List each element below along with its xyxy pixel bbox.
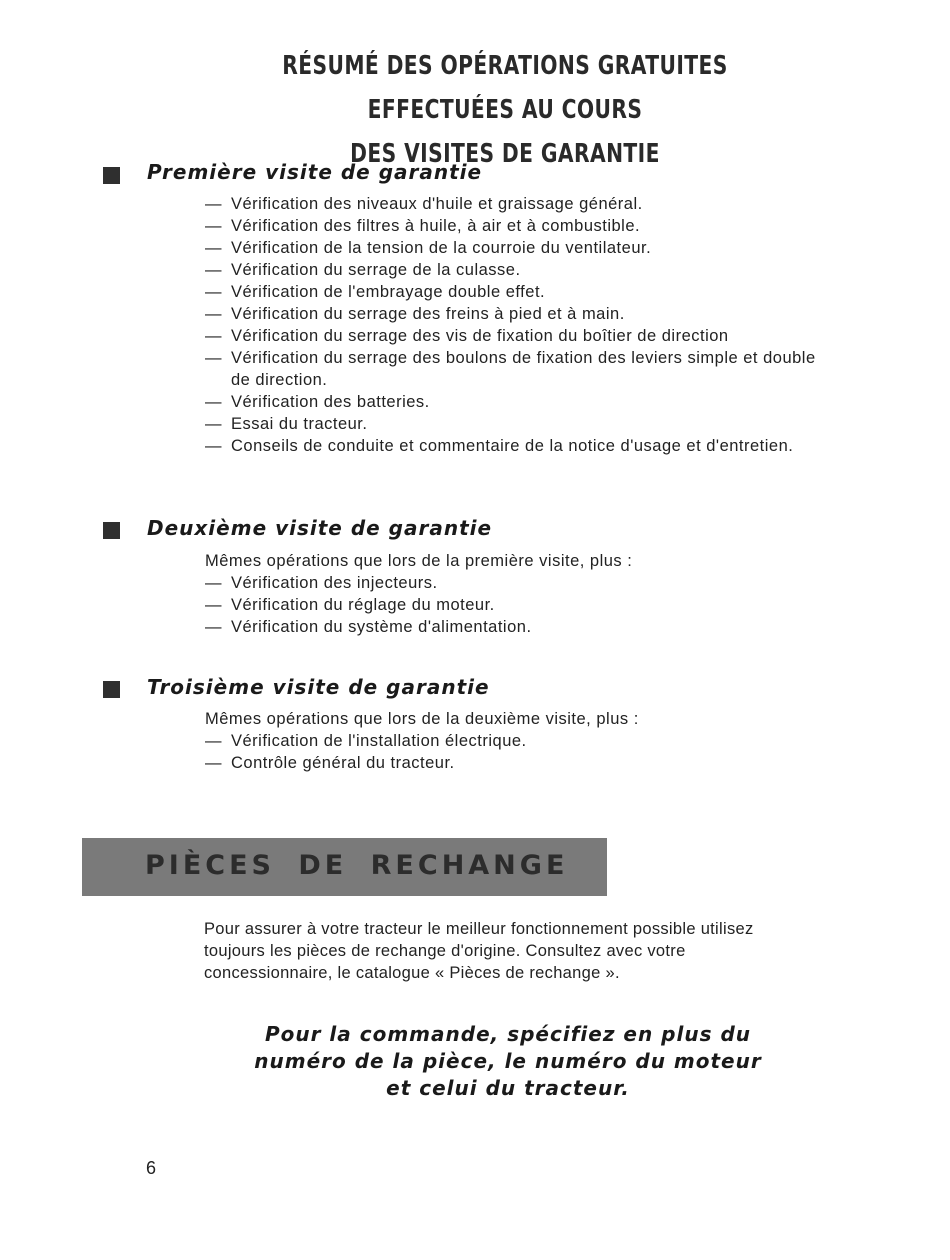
checklist [205, 550, 820, 638]
list-item [205, 435, 820, 457]
list-item [205, 325, 820, 347]
list-item-text: Conseils de conduite et commentaire de la notice d'usage et d'entretien. [231, 437, 794, 455]
dash-bullet: — [205, 732, 222, 750]
list-item-text: Vérification des injecteurs. [231, 574, 438, 592]
page-title [259, 44, 750, 176]
order-note-line-2: numéro de la pièce, le numéro du moteur [254, 1049, 762, 1073]
dash-bullet: — [205, 393, 222, 411]
section-marker-square [103, 167, 120, 184]
list-item [205, 259, 820, 281]
section-heading: Deuxième visite de garantie [147, 516, 493, 540]
list-item-text: Vérification du serrage des freins à pied et à main. [231, 305, 625, 323]
section-marker-square [103, 681, 120, 698]
order-note-line-3: et celui du tracteur. [386, 1076, 630, 1100]
list-item-text: Vérification du serrage des vis de fixation du boîtier de direction [231, 327, 729, 345]
list-item [205, 237, 820, 259]
section-marker-square [103, 522, 120, 539]
list-item-text: Vérification du serrage de la culasse. [231, 261, 521, 279]
list-item-text: Vérification du système d'alimentation. [231, 618, 532, 636]
dash-bullet: — [205, 618, 222, 636]
spare-parts-paragraph: Pour assurer à votre tracteur le meilleur fonctionnement possible utilisez toujours les pièces de rechange d'origine. Consultez avec votre concessionnaire, le catalogue « Pièces de rechange ». [204, 920, 754, 982]
dash-bullet: — [205, 261, 222, 279]
page-number: 6 [146, 1158, 157, 1178]
dash-bullet: — [205, 349, 222, 367]
dash-bullet: — [205, 596, 222, 614]
list-item [205, 730, 820, 752]
dash-bullet: — [205, 305, 222, 323]
list-item-text: Vérification de l'embrayage double effet. [231, 283, 546, 301]
section-intro: Mêmes opérations que lors de la deuxième visite, plus : [205, 710, 639, 728]
list-item [205, 616, 820, 638]
list-item-text: Vérification du serrage des boulons de fixation des leviers simple et double de direction. [231, 349, 816, 389]
list-item [205, 413, 820, 435]
list-item-text: Vérification de la tension de la courroie du ventilateur. [231, 239, 652, 257]
section-heading: Troisième visite de garantie [147, 675, 490, 699]
list-item-text: Vérification des niveaux d'huile et graissage général. [231, 195, 643, 213]
dash-bullet: — [205, 195, 222, 213]
dash-bullet: — [205, 437, 222, 455]
dash-bullet: — [205, 754, 222, 772]
title-line-1: RÉSUMÉ DES OPÉRATIONS GRATUITES EFFECTUÉES AU COURS [282, 51, 728, 125]
banner-title: PIÈCES DE RECHANGE [145, 850, 569, 881]
list-item-text: Contrôle général du tracteur. [231, 754, 455, 772]
dash-bullet: — [205, 283, 222, 301]
dash-bullet: — [205, 239, 222, 257]
dash-bullet: — [205, 415, 222, 433]
dash-bullet: — [205, 327, 222, 345]
title-line-2: DES VISITES DE GARANTIE [350, 139, 660, 169]
order-note [200, 1021, 816, 1102]
checklist [205, 708, 820, 774]
section-heading: Première visite de garantie [147, 160, 483, 184]
list-item-text: Essai du tracteur. [231, 415, 368, 433]
order-note-line-1: Pour la commande, spécifiez en plus du [264, 1022, 752, 1046]
list-item-text: Vérification des filtres à huile, à air et à combustible. [231, 217, 641, 235]
list-item [205, 752, 820, 774]
list-item-text: Vérification de l'installation électrique. [231, 732, 527, 750]
spare-parts-banner [82, 838, 607, 896]
list-item [205, 572, 820, 594]
list-item [205, 303, 820, 325]
dash-bullet: — [205, 217, 222, 235]
list-item [205, 193, 820, 215]
list-item-text: Vérification des batteries. [231, 393, 430, 411]
checklist [205, 193, 820, 457]
list-item [205, 391, 820, 413]
list-item [205, 594, 820, 616]
dash-bullet: — [205, 574, 222, 592]
list-item [205, 281, 820, 303]
list-item [205, 347, 820, 391]
list-item-text: Vérification du réglage du moteur. [231, 596, 495, 614]
section-intro: Mêmes opérations que lors de la première visite, plus : [205, 552, 633, 570]
list-item [205, 215, 820, 237]
